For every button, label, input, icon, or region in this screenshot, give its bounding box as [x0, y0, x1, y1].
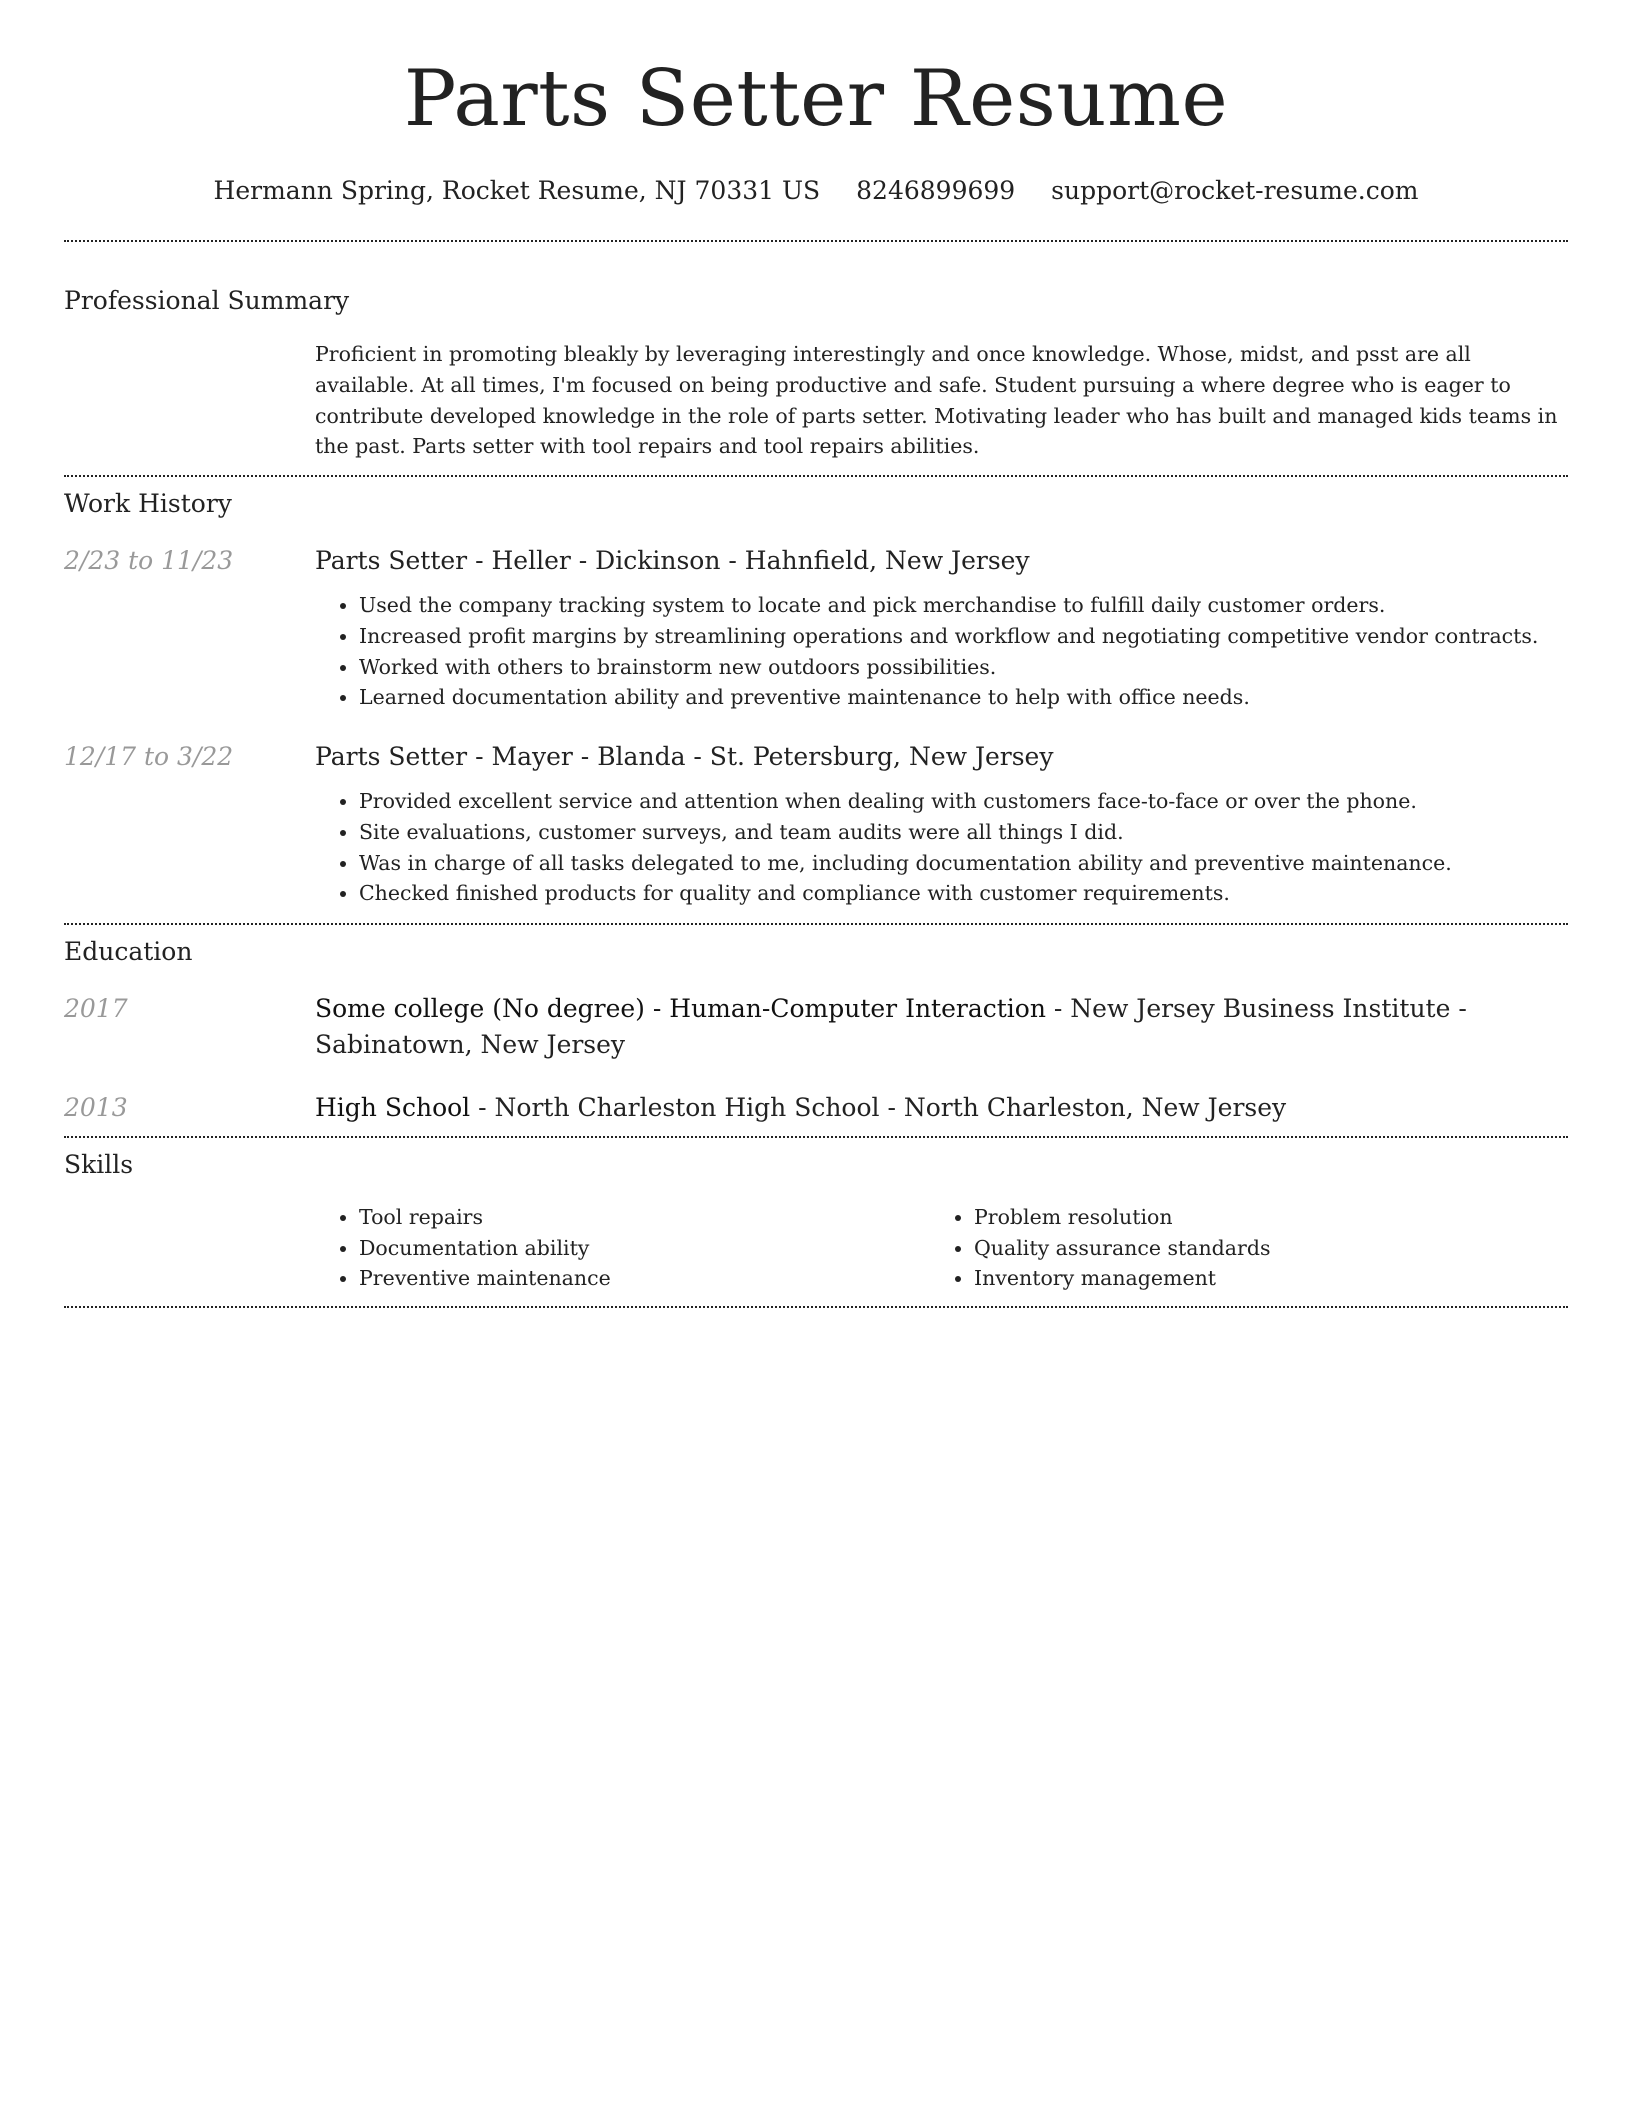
skills-list: [315, 1202, 930, 1294]
contact-address: Hermann Spring, Rocket Resume, NJ 70331 US: [213, 176, 821, 205]
skill-item: • Preventive maintenance: [359, 1263, 930, 1294]
education-entry: [64, 1090, 1568, 1126]
list-item: • Checked finished products for quality and compliance with customer requirements.: [359, 878, 1568, 909]
job-entry: [64, 543, 1568, 713]
contact-phone: 8246899699: [856, 176, 1016, 205]
education-year: 2013: [64, 1092, 128, 1122]
skills-section: [64, 1138, 1568, 1294]
job-bullets: [315, 590, 1568, 713]
education-year: 2017: [64, 994, 128, 1023]
skill-item: • Inventory management: [974, 1263, 1545, 1294]
list-item: • Was in charge of all tasks delegated to me, including documentation ability and preventive maintenance.: [359, 848, 1568, 879]
job-dates: 2/23 to 11/23: [64, 546, 234, 575]
contact-email: support@rocket-resume.com: [1051, 176, 1419, 205]
list-item: • Increased profit margins by streamlining operations and workflow and negotiating competitive vendor contracts.: [359, 621, 1568, 652]
job-title: Parts Setter - Heller - Dickinson - Hahnfield, New Jersey: [315, 546, 1030, 575]
skill-item: • Tool repairs: [359, 1202, 930, 1233]
job-dates: 12/17 to 3/22: [64, 742, 234, 771]
summary-text: Proficient in promoting bleakly by leveraging interestingly and once knowledge. Whose, midst, and psst are all available. At all times, I'm focused on being productive and safe. Student pursuing a where degree who is eager to contribute developed knowledge in the role of parts setter. Motivating leader who has built and managed kids teams in the past. Parts setter with tool repairs and tool repairs abilities.: [315, 342, 1558, 459]
education-details: [315, 991, 1568, 1064]
skill-item: • Problem resolution: [974, 1202, 1545, 1233]
skill-item: • Quality assurance standards: [974, 1233, 1545, 1264]
list-item: • Site evaluations, customer surveys, and team audits were all things I did.: [359, 817, 1568, 848]
job-entry: [64, 739, 1568, 909]
list-item: • Learned documentation ability and preventive maintenance to help with office needs.: [359, 682, 1568, 713]
list-item: • Worked with others to brainstorm new outdoors possibilities.: [359, 652, 1568, 683]
education-degree: High School: [315, 1092, 471, 1122]
education-degree: Some college (No degree) - Human-Computer Interaction: [315, 994, 1046, 1023]
education-details: [315, 1090, 1568, 1126]
skill-item: • Documentation ability: [359, 1233, 930, 1264]
skills-list: [930, 1202, 1545, 1294]
resume-title: Parts Setter Resume: [403, 54, 1229, 144]
list-item: • Used the company tracking system to locate and pick merchandise to fulfill daily customer orders.: [359, 590, 1568, 621]
divider: [64, 1306, 1568, 1308]
section-heading-education: Education: [64, 937, 193, 966]
work-history-section: [64, 477, 1568, 909]
section-heading-skills: Skills: [64, 1149, 134, 1179]
job-title: Parts Setter - Mayer - Blanda - St. Petersburg, New Jersey: [315, 742, 1054, 771]
education-school: - North Charleston High School - North Charleston, New Jersey: [470, 1092, 1287, 1122]
contact-line: [64, 176, 1568, 206]
education-section: [64, 925, 1568, 1126]
section-heading-summary: Professional Summary: [64, 286, 350, 315]
section-heading-work-history: Work History: [64, 489, 232, 518]
summary-section: [64, 242, 1568, 462]
education-school: - New Jersey Business Institute - Sabinatown, New Jersey: [315, 994, 1467, 1060]
job-bullets: [315, 786, 1568, 909]
list-item: • Provided excellent service and attention when dealing with customers face-to-face or over the phone.: [359, 786, 1568, 817]
education-entry: [64, 991, 1568, 1064]
